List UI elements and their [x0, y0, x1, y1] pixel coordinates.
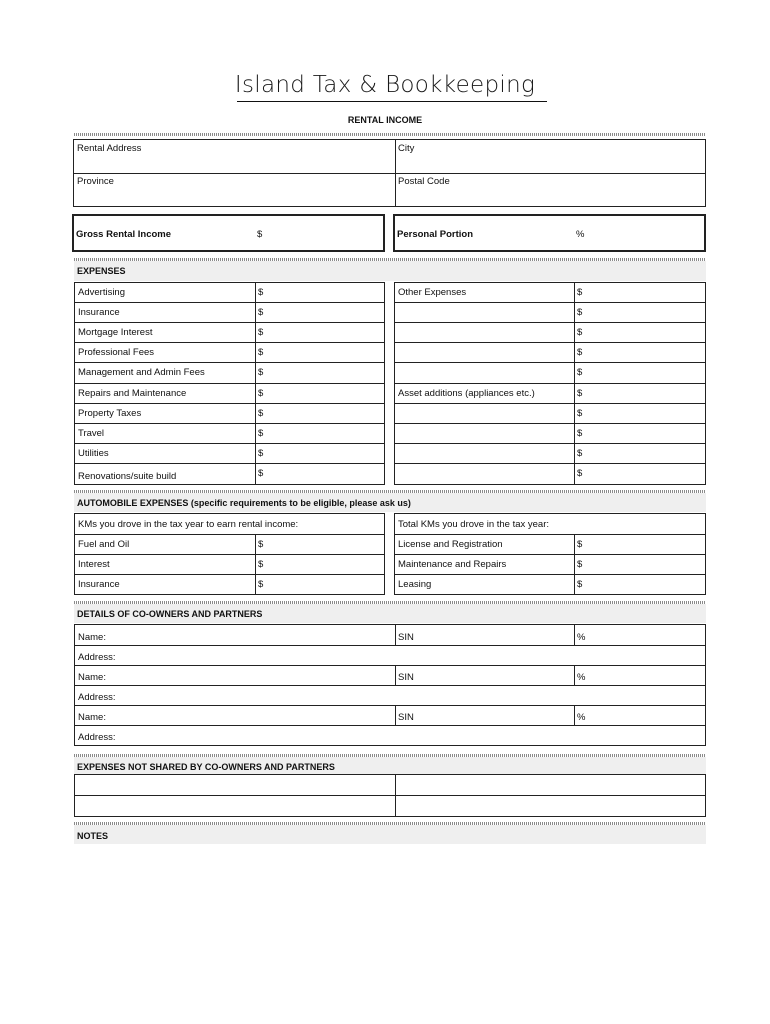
expense-label: Mortgage Interest [78, 327, 153, 338]
expense-amount-field[interactable]: $ [258, 307, 264, 318]
postal-code-label: Postal Code [398, 176, 450, 187]
province-field[interactable] [74, 173, 394, 206]
owner-percent-field[interactable]: % [577, 632, 586, 643]
expense-amount-field[interactable]: $ [258, 347, 264, 358]
notes-area[interactable] [74, 846, 706, 996]
other-expense-amount-field[interactable]: $ [577, 388, 583, 399]
owner-address-field[interactable]: Address: [78, 732, 116, 743]
kms-rental-label[interactable]: KMs you drove in the tax year to earn rental income: [78, 519, 299, 530]
other-expense-amount-field[interactable]: $ [577, 327, 583, 338]
kms-total-label[interactable]: Total KMs you drove in the tax year: [398, 519, 550, 530]
other-expense-label: Other Expenses [398, 287, 467, 298]
not-shared-cell[interactable] [75, 796, 395, 816]
city-field[interactable] [395, 140, 705, 173]
personal-portion-label: Personal Portion [397, 229, 474, 240]
auto-right-table [394, 513, 706, 595]
co-owners-title: DETAILS OF CO-OWNERS AND PARTNERS [77, 609, 263, 619]
expense-label: Utilities [78, 448, 109, 459]
expense-label: Travel [78, 428, 105, 439]
gross-rental-income-symbol: $ [257, 229, 263, 240]
auto-expense-amount-field[interactable]: $ [258, 539, 264, 550]
other-expense-amount-field[interactable]: $ [577, 367, 583, 378]
owner-percent-field[interactable]: % [577, 712, 586, 723]
gross-rental-income-label: Gross Rental Income [76, 229, 172, 240]
not-shared-cell[interactable] [396, 796, 705, 816]
expense-amount-field[interactable]: $ [258, 468, 264, 479]
rental-address-label: Rental Address [77, 143, 142, 154]
expense-label: Advertising [78, 287, 125, 298]
owner-sin-field[interactable]: SIN [398, 672, 414, 683]
auto-expense-label: Interest [78, 559, 110, 570]
other-expense-amount-field[interactable]: $ [577, 287, 583, 298]
expenses-right-table [394, 282, 706, 485]
auto-expense-label: Fuel and Oil [78, 539, 130, 550]
title-underline [237, 101, 547, 102]
personal-portion-box[interactable] [393, 214, 706, 252]
other-expense-amount-field[interactable]: $ [577, 428, 583, 439]
owner-percent-field[interactable]: % [577, 672, 586, 683]
personal-portion-symbol: % [576, 229, 585, 240]
city-label: City [398, 143, 415, 154]
auto-expense-amount-field[interactable]: $ [577, 579, 583, 590]
auto-expense-label: Insurance [78, 579, 120, 590]
rental-address-field[interactable] [74, 140, 394, 173]
expense-label: Repairs and Maintenance [78, 388, 187, 399]
gross-rental-income-box[interactable] [72, 214, 385, 252]
owner-name-field[interactable]: Name: [78, 632, 106, 643]
other-expense-amount-field[interactable]: $ [577, 448, 583, 459]
expense-amount-field[interactable]: $ [258, 367, 264, 378]
auto-expense-amount-field[interactable]: $ [577, 559, 583, 570]
not-shared-cell[interactable] [75, 775, 395, 795]
expenses-left-table [74, 282, 385, 485]
separator [74, 133, 706, 136]
owner-address-field[interactable]: Address: [78, 652, 116, 663]
other-expense-amount-field[interactable]: $ [577, 307, 583, 318]
expense-amount-field[interactable]: $ [258, 388, 264, 399]
owner-name-field[interactable]: Name: [78, 672, 106, 683]
expense-label: Professional Fees [78, 347, 155, 358]
auto-left-table [74, 513, 385, 595]
expense-label: Insurance [78, 307, 120, 318]
form-title: RENTAL INCOME [347, 115, 423, 125]
expenses-title: EXPENSES [77, 266, 126, 276]
company-title: Island Tax & Bookkeeping [234, 72, 536, 98]
province-label: Province [77, 176, 114, 187]
other-expense-amount-field[interactable]: $ [577, 408, 583, 419]
not-shared-table [74, 774, 706, 817]
owner-address-field[interactable]: Address: [78, 692, 116, 703]
other-expense-amount-field[interactable]: $ [577, 347, 583, 358]
other-expense-amount-field[interactable]: $ [577, 468, 583, 479]
auto-expense-amount-field[interactable]: $ [258, 559, 264, 570]
not-shared-cell[interactable] [396, 775, 705, 795]
expenses-header-band [74, 261, 706, 281]
notes-header-band [74, 825, 706, 844]
auto-expense-label: Leasing [398, 579, 432, 590]
expense-label: Management and Admin Fees [78, 367, 205, 378]
notes-title: NOTES [77, 831, 109, 841]
auto-expense-amount-field[interactable]: $ [577, 539, 583, 550]
expense-amount-field[interactable]: $ [258, 448, 264, 459]
expense-label: Property Taxes [78, 408, 142, 419]
auto-expense-amount-field[interactable]: $ [258, 579, 264, 590]
expense-amount-field[interactable]: $ [258, 428, 264, 439]
co-owners-table [74, 624, 706, 746]
auto-expenses-title: AUTOMOBILE EXPENSES (specific requirements to be eligible, please ask us) [77, 498, 411, 508]
postal-code-field[interactable] [395, 173, 705, 206]
expense-label: Renovations/suite build [78, 471, 177, 482]
expense-amount-field[interactable]: $ [258, 408, 264, 419]
not-shared-title: EXPENSES NOT SHARED BY CO-OWNERS AND PARTNERS [77, 762, 335, 772]
auto-expense-label: Maintenance and Repairs [398, 559, 507, 570]
owner-sin-field[interactable]: SIN [398, 632, 414, 643]
expense-amount-field[interactable]: $ [258, 327, 264, 338]
owner-name-field[interactable]: Name: [78, 712, 106, 723]
expense-amount-field[interactable]: $ [258, 287, 264, 298]
auto-expense-label: License and Registration [398, 539, 503, 550]
asset-additions-label: Asset additions (appliances etc.) [398, 388, 535, 399]
owner-sin-field[interactable]: SIN [398, 712, 414, 723]
